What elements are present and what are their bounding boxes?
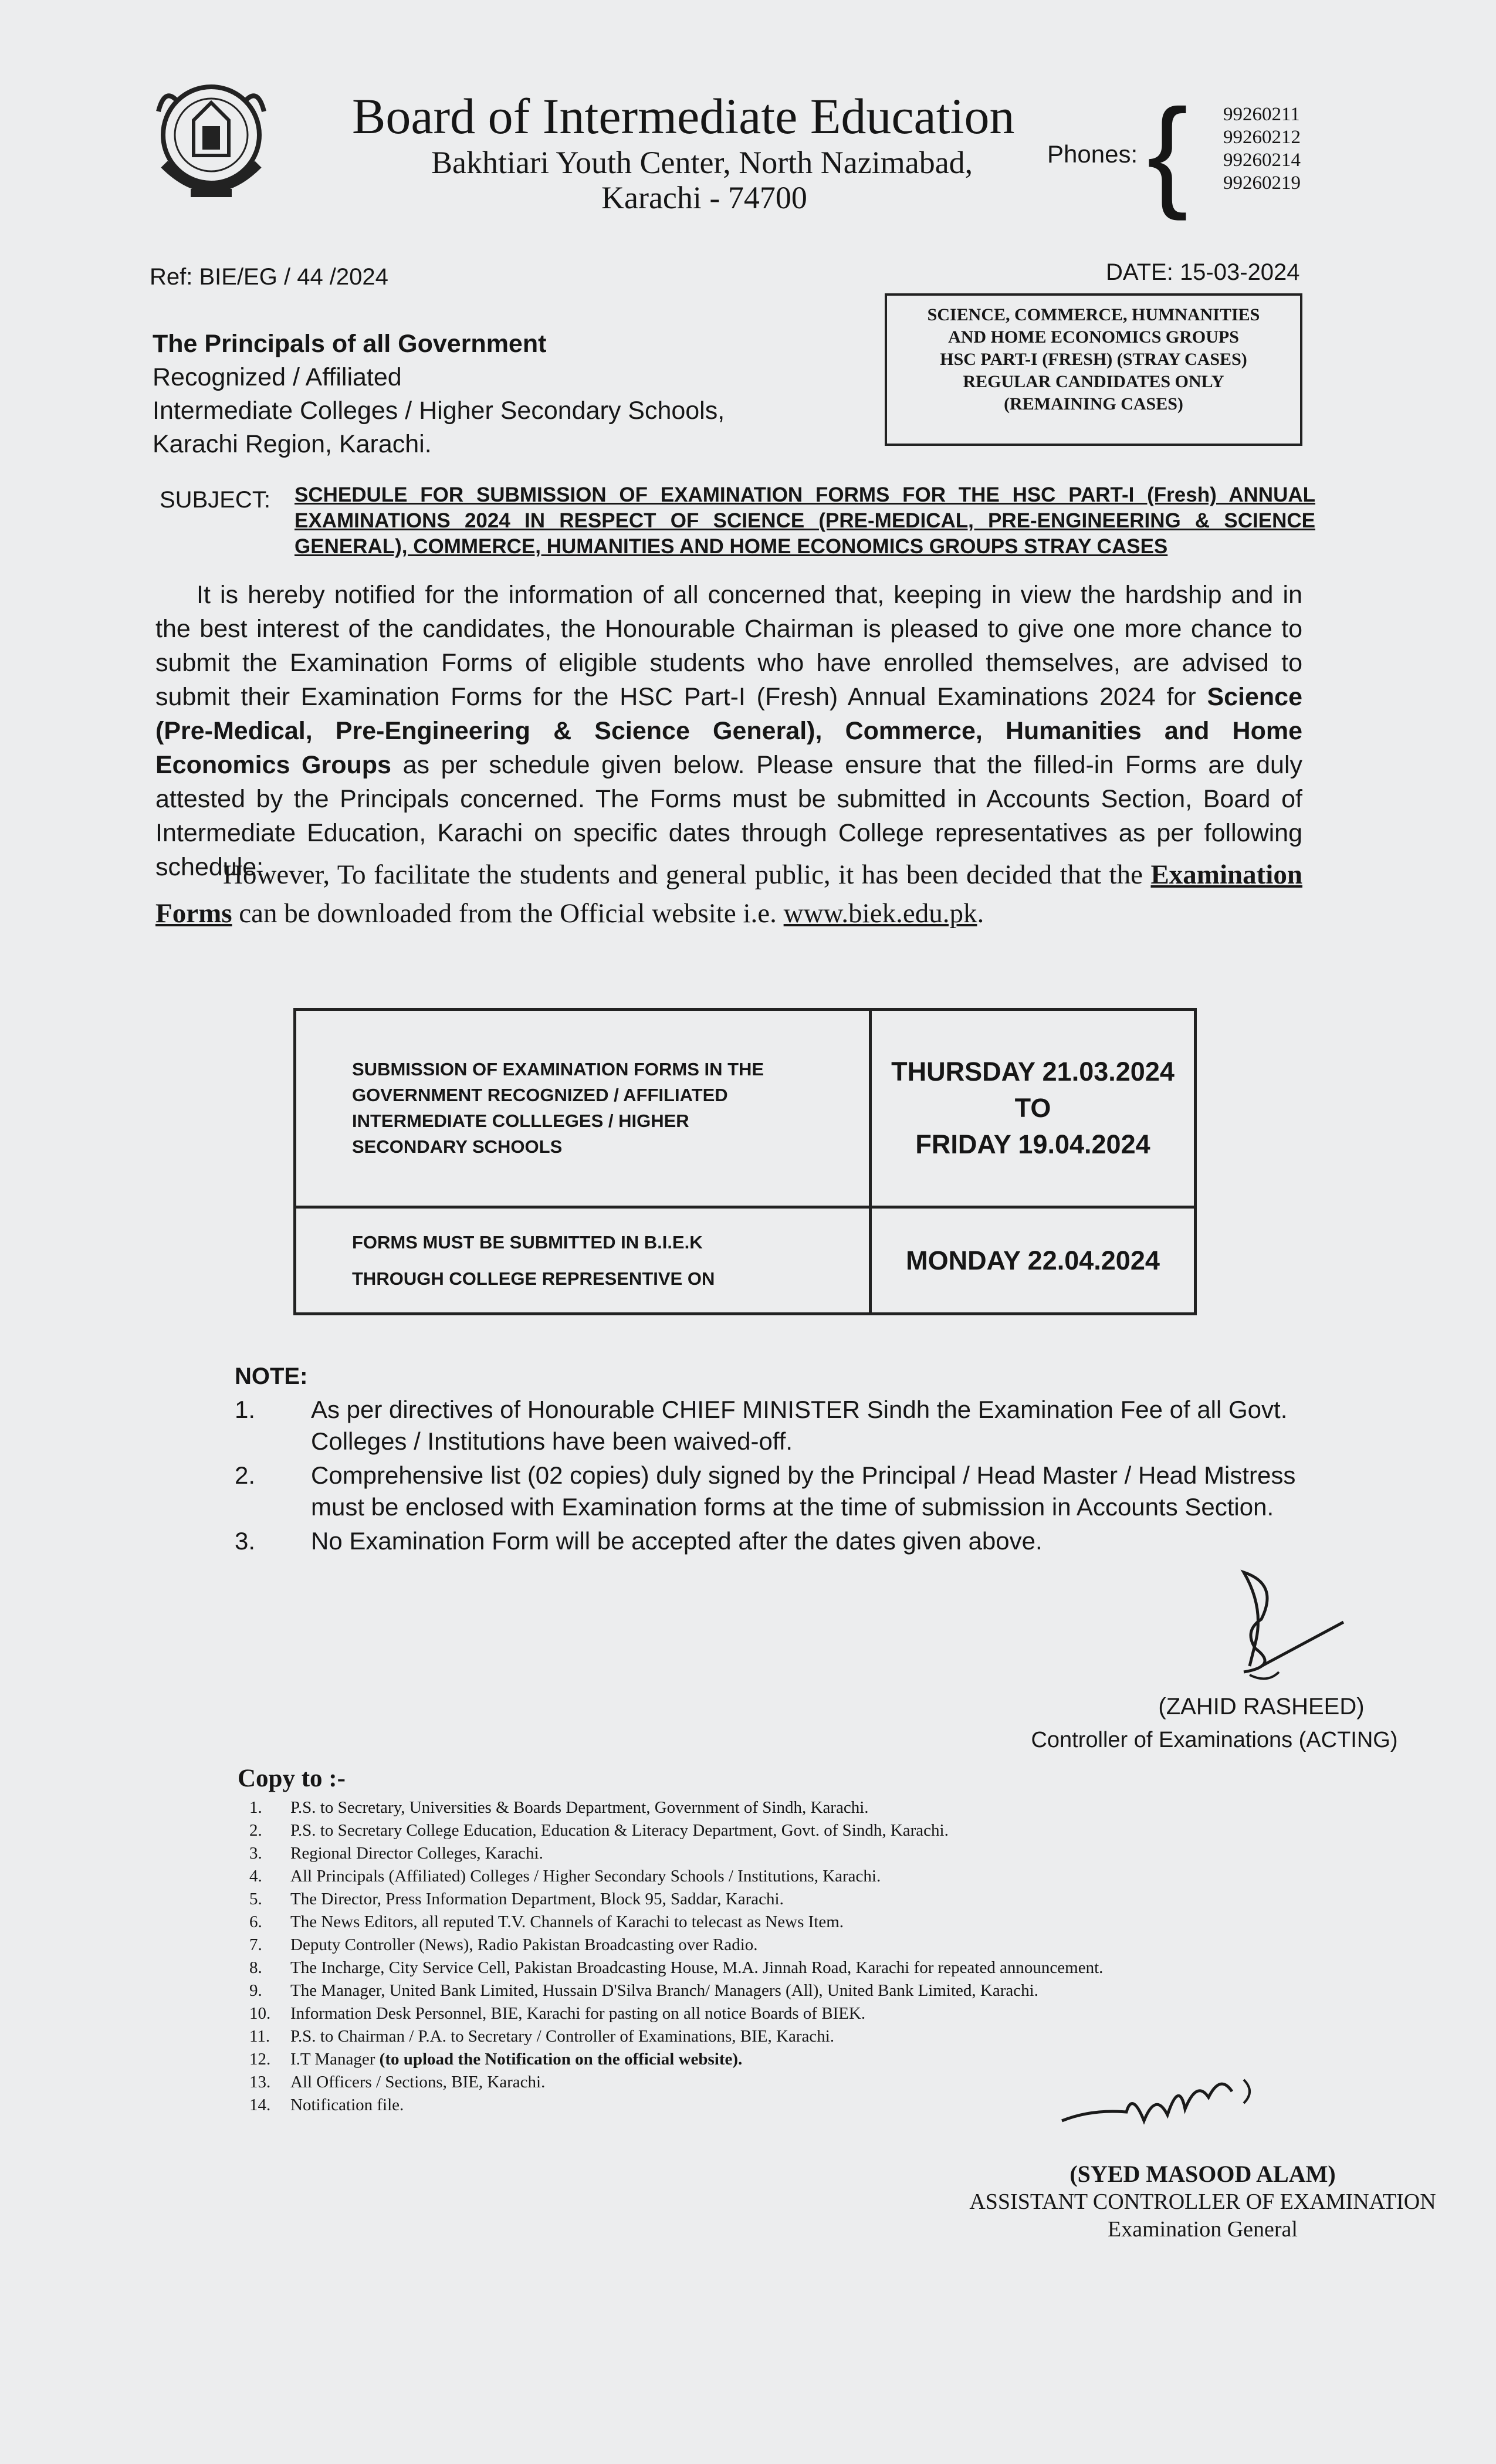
schedule-description-cell	[295, 1010, 871, 1207]
addressee-heading: The Principals of all Government	[153, 330, 547, 358]
assistant-controller-name: (SYED MASOOD ALAM)	[1069, 2161, 1336, 2187]
copy-to-number: 14.	[249, 2096, 271, 2114]
copy-to-text: P.S. to Secretary, Universities & Boards Department, Government of Sindh, Karachi.	[290, 1798, 869, 1817]
addressee-line: Karachi Region, Karachi.	[153, 430, 432, 458]
groups-box	[885, 293, 1302, 446]
copy-to-text: All Officers / Sections, BIE, Karachi.	[290, 2073, 546, 2091]
addressee-line: Recognized / Affiliated	[153, 363, 402, 391]
copy-to-number: 7.	[249, 1935, 262, 1954]
schedule-date-line: FRIDAY 19.04.2024	[915, 1129, 1150, 1159]
notice-paragraph-text: It is hereby notified for the information of all concerned that, keeping in view the hardship and in the best interest of the candidates, the Honourable Chairman is pleased to give one more chance to submit the Examination Forms of eligible students who have enrolled themselves, are advised to submit their Examination Forms for the HSC Part-I (Fresh) Annual Examinations 2024 for	[155, 581, 1302, 711]
schedule-date-line: TO	[1014, 1093, 1051, 1123]
copy-to-number: 12.	[249, 2050, 271, 2069]
note-number: 2.	[235, 1461, 256, 1489]
groups-box-line: HSC PART-I (FRESH) (STRAY CASES)	[940, 350, 1247, 369]
note-number: 1.	[235, 1396, 256, 1423]
addressee-block	[153, 327, 915, 461]
document-date: DATE: 15-03-2024	[1106, 259, 1300, 285]
phone-number: 99260211	[1223, 104, 1300, 125]
notice-paragraph-text: as per schedule given below. Please ensure that the filled-in Forms are duly attested by the Principals concerned. The Forms must be submitted in Accounts Section, Board of Intermediate Education, Karachi on specific dates through College representatives as per following schedule:	[155, 751, 1303, 881]
copy-to-item	[249, 1842, 1305, 1865]
board-seal-logo	[141, 76, 282, 211]
copy-to-number: 10.	[249, 2004, 271, 2023]
copy-to-item	[249, 1796, 1305, 1819]
schedule-date-cell	[871, 1010, 1196, 1207]
copy-to-item	[249, 1865, 1305, 1888]
copy-to-text: The Manager, United Bank Limited, Hussain D'Silva Branch/ Managers (All), United Bank Limited, Karachi.	[290, 1981, 1038, 2000]
copy-to-number: 11.	[249, 2027, 270, 2046]
schedule-description-line: THROUGH COLLEGE REPRESENTIVE ON	[352, 1268, 715, 1289]
copy-to-number: 6.	[249, 1913, 262, 1931]
phone-number: 99260219	[1223, 172, 1301, 194]
assistant-controller-signature	[1056, 2056, 1267, 2144]
examination-forms-emphasis: Examination Forms	[155, 859, 1302, 929]
note-list	[235, 1394, 1332, 1559]
copy-to-number: 5.	[249, 1890, 262, 1908]
copy-to-text: Information Desk Personnel, BIE, Karachi for pasting on all notice Boards of BIEK.	[290, 2004, 866, 2023]
website-link[interactable]: www.biek.edu.pk	[783, 898, 977, 929]
copy-to-number: 8.	[249, 1958, 262, 1977]
schedule-table	[293, 1008, 1197, 1315]
copy-to-text: I.T Manager	[290, 2050, 380, 2069]
copy-to-text: The News Editors, all reputed T.V. Channels of Karachi to telecast as News Item.	[290, 1913, 844, 1931]
copy-to-number: 3.	[249, 1844, 262, 1863]
copy-to-item	[249, 1819, 1305, 1842]
notice-paragraph	[155, 578, 1302, 884]
copy-to-text-bold: (to upload the Notification on the official website).	[379, 2050, 743, 2069]
controller-name: (ZAHID RASHEED)	[1158, 1694, 1365, 1720]
groups-box-line: AND HOME ECONOMICS GROUPS	[948, 327, 1239, 347]
groups-box-line: REGULAR CANDIDATES ONLY	[963, 372, 1224, 391]
copy-to-item	[249, 2002, 1305, 2025]
download-paragraph	[155, 855, 1302, 933]
copy-to-text: All Principals (Affiliated) Colleges / Higher Secondary Schools / Institutions, Karachi.	[290, 1867, 881, 1886]
schedule-description-line: SECONDARY SCHOOLS	[352, 1136, 563, 1157]
schedule-row	[295, 1010, 1196, 1207]
note-item	[235, 1394, 1332, 1457]
org-title: Board of Intermediate Education	[352, 88, 1015, 144]
copy-to-number: 9.	[249, 1981, 262, 2000]
download-paragraph-text: .	[977, 898, 984, 929]
copy-to-heading: Copy to :-	[238, 1765, 346, 1792]
copy-to-text: P.S. to Secretary College Education, Education & Literacy Department, Govt. of Sindh, Karachi.	[290, 1821, 949, 1840]
note-text: No Examination Form will be accepted after the dates given above.	[311, 1527, 1043, 1555]
download-paragraph-text: However, To facilitate the students and general public, it has been decided that the	[223, 859, 1151, 890]
copy-to-text: The Incharge, City Service Cell, Pakistan Broadcasting House, M.A. Jinnah Road, Karachi for repeated announcement.	[290, 1958, 1104, 1977]
org-address-line1: Bakhtiari Youth Center, North Nazimabad,	[431, 145, 973, 180]
schedule-date-line: THURSDAY 21.03.2024	[891, 1057, 1175, 1087]
schedule-description-line: GOVERNMENT RECOGNIZED / AFFILIATED	[352, 1085, 728, 1105]
copy-to-text: The Director, Press Information Department, Block 95, Saddar, Karachi.	[290, 1890, 784, 1908]
copy-to-text: Notification file.	[290, 2096, 404, 2114]
phone-number: 99260214	[1223, 150, 1301, 171]
assistant-controller-department: Examination General	[1108, 2217, 1298, 2242]
note-text: Comprehensive list (02 copies) duly signed by the Principal / Head Master / Head Mistress must be enclosed with Examination forms at the time of submission in Accounts Section.	[311, 1461, 1296, 1521]
note-item	[235, 1460, 1332, 1523]
copy-to-item	[249, 2025, 1305, 2048]
copy-to-item	[249, 1957, 1305, 1979]
phones-list	[1223, 103, 1301, 195]
addressee-line: Intermediate Colleges / Higher Secondary Schools,	[153, 397, 725, 425]
copy-to-item	[249, 1934, 1305, 1957]
subject-text: SCHEDULE FOR SUBMISSION OF EXAMINATION FORMS FOR THE HSC PART-I (Fresh) ANNUAL EXAMINATIONS 2024 IN RESPECT OF SCIENCE (PRE-MEDICAL, PRE-ENGINEERING & SCIENCE GENERAL), COMMERCE, HUMANITIES AND HOME ECONOMICS GROUPS STRAY CASES	[295, 483, 1315, 558]
schedule-date-cell: MONDAY 22.04.2024	[871, 1207, 1196, 1314]
phones-label: Phones:	[1047, 140, 1138, 168]
phones-brace: {	[1147, 83, 1189, 221]
schedule-description-line: SUBMISSION OF EXAMINATION FORMS IN THE	[352, 1059, 764, 1079]
assistant-controller-title: ASSISTANT CONTROLLER OF EXAMINATION	[969, 2189, 1436, 2214]
controller-signature	[1209, 1549, 1349, 1690]
note-text: As per directives of Honourable CHIEF MINISTER Sindh the Examination Fee of all Govt. Colleges / Institutions have been waived-off.	[311, 1396, 1288, 1455]
groups-box-line: (REMAINING CASES)	[1004, 394, 1183, 414]
copy-to-item	[249, 1979, 1305, 2002]
note-item	[235, 1525, 1332, 1557]
org-address-line2: Karachi - 74700	[601, 180, 807, 215]
copy-to-number: 13.	[249, 2073, 271, 2091]
note-label: NOTE:	[235, 1363, 308, 1389]
groups-box-line: SCIENCE, COMMERCE, HUMNANITIES	[927, 305, 1260, 324]
subject-label: SUBJECT:	[160, 487, 270, 513]
download-paragraph-text: can be downloaded from the Official website i.e.	[232, 898, 784, 929]
reference-number: Ref: BIE/EG / 44 /2024	[150, 264, 388, 290]
schedule-description-line: FORMS MUST BE SUBMITTED IN B.I.E.K	[352, 1231, 703, 1253]
schedule-row	[295, 1207, 1196, 1314]
copy-to-text: Deputy Controller (News), Radio Pakistan Broadcasting over Radio.	[290, 1935, 758, 1954]
schedule-description-line: INTERMEDIATE COLLLEGES / HIGHER	[352, 1111, 689, 1131]
copy-to-number: 4.	[249, 1867, 262, 1886]
copy-to-text: Regional Director Colleges, Karachi.	[290, 1844, 543, 1863]
copy-to-number: 2.	[249, 1821, 262, 1840]
controller-title: Controller of Examinations (ACTING)	[1031, 1728, 1398, 1752]
copy-to-number: 1.	[249, 1798, 262, 1817]
schedule-description-cell	[295, 1207, 871, 1314]
copy-to-text: P.S. to Chairman / P.A. to Secretary / Controller of Examinations, BIE, Karachi.	[290, 2027, 835, 2046]
copy-to-item	[249, 1888, 1305, 1911]
note-number: 3.	[235, 1527, 256, 1555]
phone-number: 99260212	[1223, 127, 1301, 148]
notice-groups-bold: Science (Pre-Medical, Pre-Engineering & Science General), Commerce, Humanities and Home Economics Groups	[155, 683, 1302, 779]
copy-to-item	[249, 1911, 1305, 1934]
